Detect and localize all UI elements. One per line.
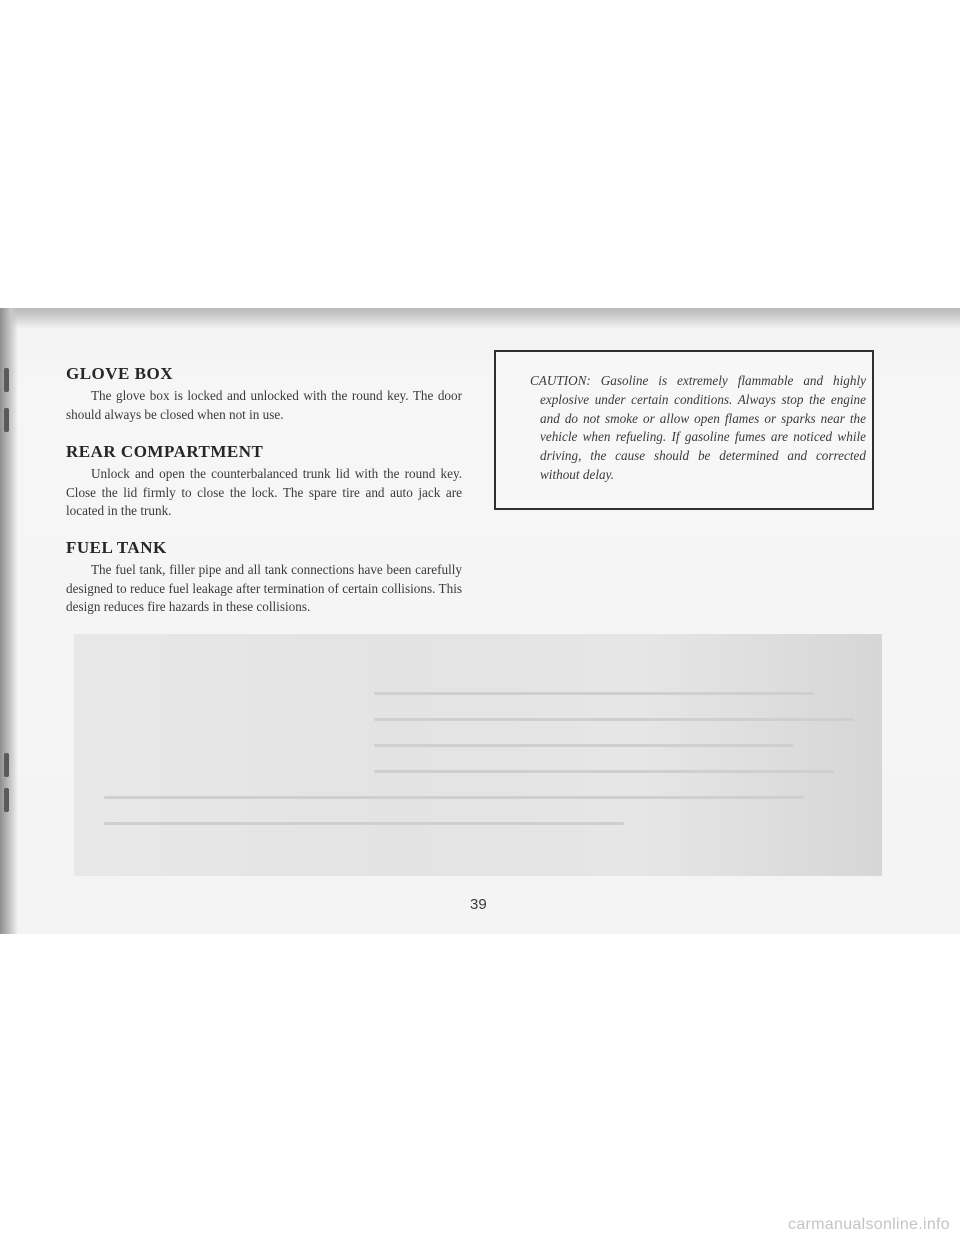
glove-box-heading: GLOVE BOX [66, 364, 173, 383]
binding-mark [4, 753, 9, 777]
binding-mark [4, 408, 9, 432]
watermark: carmanualsonline.info [788, 1216, 950, 1233]
fuel-tank-heading: FUEL TANK [66, 538, 167, 557]
faded-line [374, 718, 854, 721]
caution-box [494, 350, 874, 510]
rear-compartment-text: Unlock and open the counterbalanced trunk lid with the round key. Close the lid firmly to close the lock. The spare tire and auto jack are located in the trunk. [66, 466, 462, 518]
faded-line [374, 770, 834, 773]
page-top-shadow [0, 308, 960, 328]
faded-line [104, 796, 804, 799]
glove-box-text: The glove box is locked and unlocked with the round key. The door should always be closed when not in use. [66, 388, 462, 422]
binding-mark [4, 788, 9, 812]
fuel-tank-text: The fuel tank, filler pipe and all tank connections have been carefully designed to reduce fuel leakage after termination of certain collisions. This design reduces fire hazards in these collisions. [66, 562, 462, 614]
rear-compartment-heading: REAR COMPARTMENT [66, 442, 264, 461]
page-binding [0, 308, 18, 934]
faded-line [104, 822, 624, 825]
page-number: 39 [470, 896, 487, 913]
faded-line [374, 692, 814, 695]
caution-text: CAUTION: Gasoline is extremely flammable and highly explosive under certain conditions. Always stop the engine and do not smoke or allow open flames or sparks near the vehicle when refueling. If gasoline fumes are noticed while driving, the cause should be determined and corrected without delay. [530, 373, 866, 482]
faded-bleedthrough-area [74, 634, 882, 876]
manual-page [0, 308, 960, 934]
binding-mark [4, 368, 9, 392]
faded-line [374, 744, 794, 747]
